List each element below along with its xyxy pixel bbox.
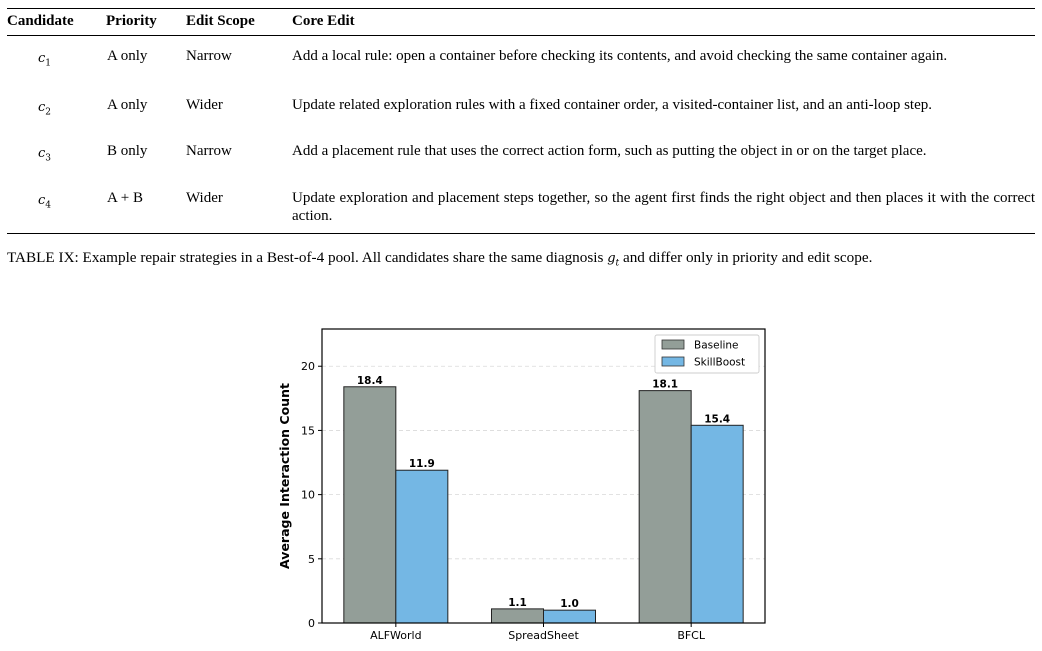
chart-legend xyxy=(655,335,759,373)
bar-value-label: 1.0 xyxy=(560,598,579,611)
table-header-rule xyxy=(7,35,1035,36)
legend-label-skillboost: SkillBoost xyxy=(694,356,746,369)
table-row-4-priority: A + B xyxy=(107,190,143,206)
bar-baseline-bfcl xyxy=(639,391,691,623)
table-row-3-priority: B only xyxy=(107,143,148,159)
table-row-3-candidate: $c_3$ xyxy=(38,146,52,164)
bar-baseline-alfworld xyxy=(344,387,396,623)
y-tick-label: 15 xyxy=(301,424,315,438)
bar-skillboost-spreadsheet xyxy=(544,610,596,623)
table-row-4-candidate: $c_4$ xyxy=(38,193,52,211)
x-tick-label: ALFWorld xyxy=(370,629,422,642)
bar-value-label: 18.1 xyxy=(652,378,679,391)
bar-value-label: 18.4 xyxy=(356,374,383,387)
bars xyxy=(344,375,743,623)
header-candidate: Candidate xyxy=(7,13,74,29)
header-edit-scope: Edit Scope xyxy=(186,13,255,29)
table-row-1-candidate: $c_1$ xyxy=(38,51,52,69)
legend-label-baseline: Baseline xyxy=(694,339,739,352)
y-tick-label: 5 xyxy=(308,552,315,566)
table-row-2-scope: Wider xyxy=(186,97,223,113)
table-row-3-core-edit: Add a placement rule that uses the correct action form, such as putting the object in or on the target place. xyxy=(292,143,927,159)
table-row-3-scope: Narrow xyxy=(186,143,232,159)
table-caption: TABLE IX: Example repair strategies in a Best-of-4 pool. All candidates share the same diagnosis $g_t$ and differ only in priority and edit scope. xyxy=(7,249,873,269)
bar-value-label: 1.1 xyxy=(508,596,527,609)
bar-value-label: 11.9 xyxy=(408,458,435,471)
table-row-1-scope: Narrow xyxy=(186,48,232,64)
table-row-2-priority: A only xyxy=(107,97,148,113)
header-core-edit: Core Edit xyxy=(292,13,355,29)
table-row-4-scope: Wider xyxy=(186,190,223,206)
legend-swatch-baseline xyxy=(662,340,684,349)
y-tick-label: 10 xyxy=(301,488,315,502)
legend-swatch-skillboost xyxy=(662,357,684,366)
x-tick-label: SpreadSheet xyxy=(508,629,579,642)
table-row-2-core-edit: Update related exploration rules with a fixed container order, a visited-container list, and an anti-loop step. xyxy=(292,97,933,113)
table-bottom-rule xyxy=(7,233,1035,234)
table-row-1-core-edit: Add a local rule: open a container before checking its contents, and avoid checking the same container again. xyxy=(292,48,948,64)
header-priority: Priority xyxy=(106,13,157,29)
bar-skillboost-bfcl xyxy=(691,425,743,623)
bar-value-label: 15.4 xyxy=(704,413,731,426)
bar-skillboost-alfworld xyxy=(396,470,448,623)
y-tick-label: 20 xyxy=(301,360,315,374)
table-row-2-candidate: $c_2$ xyxy=(38,100,52,118)
table-row-1-priority: A only xyxy=(107,48,148,64)
table-top-rule xyxy=(7,8,1035,9)
table-row-4-core-edit: Update exploration and placement steps together, so the agent first finds the right object and then places it with the correct action. xyxy=(292,190,1035,224)
caption-math: $g_t$ xyxy=(607,251,620,269)
y-tick-label: 0 xyxy=(308,617,315,630)
interaction-count-bar-chart xyxy=(262,320,782,651)
bar-baseline-spreadsheet xyxy=(492,609,544,623)
x-tick-label: BFCL xyxy=(677,629,706,642)
y-axis-label: Average Interaction Count xyxy=(277,383,292,569)
